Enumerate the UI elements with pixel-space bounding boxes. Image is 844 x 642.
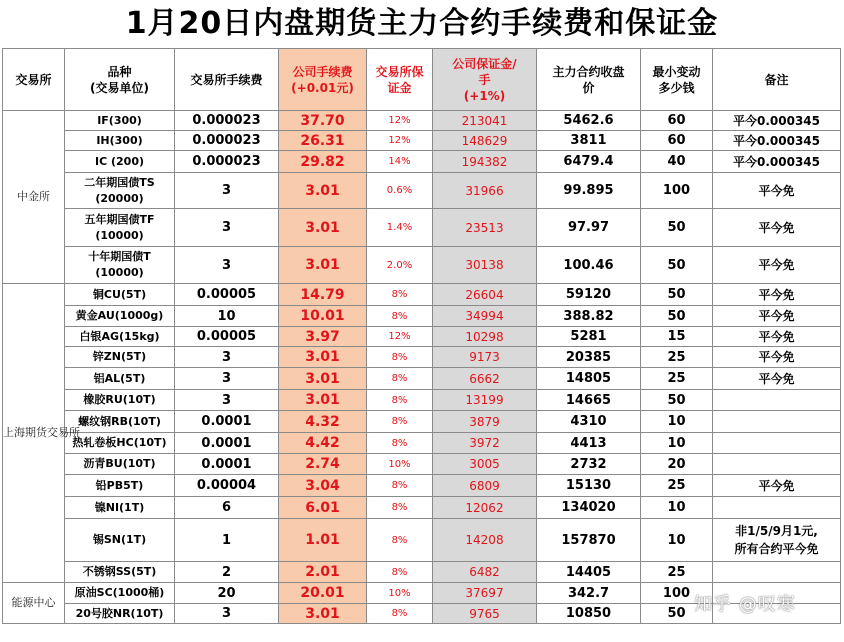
company-fee-cell: 14.79 [279,284,367,306]
exchange-fee-cell: 20 [175,583,279,604]
note-cell: 平今0.000345 [713,151,841,173]
table-row [3,306,841,327]
close-price-cell: 59120 [537,284,641,306]
table-row [3,604,841,624]
note-cell [713,433,841,454]
header-company-margin: 公司保证金/ 手 (+1%) [433,49,537,111]
close-price-cell: 10850 [537,604,641,624]
company-margin-cell: 6662 [433,368,537,390]
exchange-fee-cell: 6 [175,497,279,519]
tick-value-cell: 60 [641,131,713,151]
exchange-margin-cell: 8% [367,306,433,327]
exchange-margin-cell: 8% [367,347,433,368]
header-product: 品种 (交易单位) [65,49,175,111]
product-cell: 螺纹钢RB(10T) [65,411,175,433]
company-fee-cell: 37.70 [279,111,367,131]
exchange-cell: 中金所 [3,111,65,284]
company-fee-cell: 2.74 [279,454,367,475]
exchange-margin-cell: 10% [367,454,433,475]
exchange-fee-cell: 0.0001 [175,411,279,433]
exchange-fee-cell: 0.00005 [175,327,279,347]
fee-margin-table [2,48,841,624]
close-price-cell: 2732 [537,454,641,475]
close-price-cell: 14805 [537,368,641,390]
note-cell: 平今免 [713,209,841,247]
company-margin-cell: 3005 [433,454,537,475]
exchange-margin-cell: 8% [367,475,433,497]
tick-value-cell: 10 [641,411,713,433]
company-fee-cell: 4.32 [279,411,367,433]
company-fee-cell: 4.42 [279,433,367,454]
exchange-fee-cell: 0.0001 [175,454,279,475]
company-fee-cell: 3.01 [279,368,367,390]
header-exchange-margin: 交易所保 证金 [367,49,433,111]
company-margin-cell: 26604 [433,284,537,306]
tick-value-cell: 50 [641,247,713,284]
tick-value-cell: 50 [641,284,713,306]
product-cell: 20号胶NR(10T) [65,604,175,624]
product-cell: IC (200) [65,151,175,173]
exchange-fee-cell: 0.000023 [175,111,279,131]
tick-value-cell: 50 [641,604,713,624]
note-cell: 非1/5/9月1元, 所有合约平今免 [713,519,841,562]
exchange-fee-cell: 1 [175,519,279,562]
exchange-fee-cell: 3 [175,209,279,247]
exchange-margin-cell: 2.0% [367,247,433,284]
exchange-fee-cell: 3 [175,604,279,624]
tick-value-cell: 50 [641,306,713,327]
table-row [3,519,841,562]
product-cell: 黄金AU(1000g) [65,306,175,327]
exchange-margin-cell: 12% [367,131,433,151]
close-price-cell: 5462.6 [537,111,641,131]
tick-value-cell: 25 [641,368,713,390]
table-row [3,497,841,519]
exchange-fee-cell: 3 [175,390,279,411]
tick-value-cell: 50 [641,390,713,411]
company-fee-cell: 2.01 [279,562,367,583]
exchange-margin-cell: 12% [367,111,433,131]
close-price-cell: 134020 [537,497,641,519]
header-company-fee: 公司手续费 (+0.01元) [279,49,367,111]
product-cell: 镍NI(1T) [65,497,175,519]
table-row [3,131,841,151]
product-cell: 二年期国债TS (20000) [65,173,175,209]
close-price-cell: 97.97 [537,209,641,247]
table-body [3,111,841,624]
exchange-fee-cell: 0.000023 [175,131,279,151]
table-row [3,327,841,347]
table-row [3,368,841,390]
exchange-fee-cell: 3 [175,347,279,368]
company-fee-cell: 26.31 [279,131,367,151]
note-cell [713,604,841,624]
exchange-fee-cell: 3 [175,368,279,390]
exchange-fee-cell: 0.00005 [175,284,279,306]
company-margin-cell: 213041 [433,111,537,131]
note-cell: 平今免 [713,173,841,209]
note-cell: 平今免 [713,284,841,306]
note-cell [713,583,841,604]
exchange-margin-cell: 8% [367,497,433,519]
exchange-margin-cell: 8% [367,368,433,390]
header-exchange-fee: 交易所手续费 [175,49,279,111]
company-margin-cell: 13199 [433,390,537,411]
company-margin-cell: 14208 [433,519,537,562]
company-margin-cell: 34994 [433,306,537,327]
note-cell: 平今免 [713,368,841,390]
company-margin-cell: 31966 [433,173,537,209]
table-row [3,173,841,209]
close-price-cell: 4310 [537,411,641,433]
company-margin-cell: 12062 [433,497,537,519]
note-cell: 平今免 [713,327,841,347]
company-margin-cell: 9765 [433,604,537,624]
product-cell: 锌ZN(5T) [65,347,175,368]
product-cell: 铜CU(5T) [65,284,175,306]
note-cell [713,497,841,519]
note-cell: 平今0.000345 [713,111,841,131]
table-row [3,209,841,247]
exchange-margin-cell: 8% [367,433,433,454]
company-margin-cell: 23513 [433,209,537,247]
company-fee-cell: 3.04 [279,475,367,497]
close-price-cell: 5281 [537,327,641,347]
company-fee-cell: 20.01 [279,583,367,604]
close-price-cell: 6479.4 [537,151,641,173]
table-row [3,454,841,475]
header-note: 备注 [713,49,841,111]
company-margin-cell: 194382 [433,151,537,173]
tick-value-cell: 10 [641,519,713,562]
company-margin-cell: 37697 [433,583,537,604]
exchange-margin-cell: 0.6% [367,173,433,209]
note-cell: 平今免 [713,247,841,284]
product-cell: 橡胶RU(10T) [65,390,175,411]
company-fee-cell: 1.01 [279,519,367,562]
table-row [3,583,841,604]
tick-value-cell: 10 [641,497,713,519]
company-fee-cell: 6.01 [279,497,367,519]
product-cell: IH(300) [65,131,175,151]
exchange-fee-cell: 10 [175,306,279,327]
table-row [3,390,841,411]
product-cell: 白银AG(15kg) [65,327,175,347]
exchange-margin-cell: 8% [367,604,433,624]
exchange-fee-cell: 0.0001 [175,433,279,454]
close-price-cell: 388.82 [537,306,641,327]
exchange-margin-cell: 8% [367,284,433,306]
company-fee-cell: 10.01 [279,306,367,327]
table-row [3,151,841,173]
note-cell [713,411,841,433]
company-margin-cell: 10298 [433,327,537,347]
company-margin-cell: 148629 [433,131,537,151]
company-fee-cell: 3.97 [279,327,367,347]
exchange-margin-cell: 8% [367,390,433,411]
company-fee-cell: 3.01 [279,247,367,284]
watermark: 知乎 @叹寒 [694,594,796,615]
exchange-margin-cell: 8% [367,519,433,562]
tick-value-cell: 10 [641,433,713,454]
close-price-cell: 157870 [537,519,641,562]
exchange-margin-cell: 12% [367,327,433,347]
page-title: 1月20日内盘期货主力合约手续费和保证金 [125,6,719,41]
note-cell: 平今0.000345 [713,131,841,151]
exchange-fee-cell: 2 [175,562,279,583]
note-cell [713,562,841,583]
exchange-cell: 上海期货交易所 [3,284,65,583]
product-cell: IF(300) [65,111,175,131]
company-fee-cell: 3.01 [279,604,367,624]
company-margin-cell: 30138 [433,247,537,284]
close-price-cell: 14405 [537,562,641,583]
table-row [3,411,841,433]
product-cell: 热轧卷板HC(10T) [65,433,175,454]
exchange-margin-cell: 10% [367,583,433,604]
company-margin-cell: 3879 [433,411,537,433]
company-margin-cell: 9173 [433,347,537,368]
tick-value-cell: 100 [641,583,713,604]
close-price-cell: 99.895 [537,173,641,209]
company-fee-cell: 3.01 [279,390,367,411]
company-fee-cell: 3.01 [279,209,367,247]
table-row [3,247,841,284]
note-cell: 平今免 [713,475,841,497]
company-fee-cell: 3.01 [279,173,367,209]
header-exchange: 交易所 [3,49,65,111]
header-close-price: 主力合约收盘 价 [537,49,641,111]
close-price-cell: 15130 [537,475,641,497]
table-row [3,284,841,306]
product-cell: 五年期国债TF (10000) [65,209,175,247]
tick-value-cell: 25 [641,562,713,583]
exchange-fee-cell: 0.00004 [175,475,279,497]
tick-value-cell: 15 [641,327,713,347]
tick-value-cell: 25 [641,347,713,368]
company-fee-cell: 29.82 [279,151,367,173]
product-cell: 铝AL(5T) [65,368,175,390]
header-row [3,49,841,111]
tick-value-cell: 100 [641,173,713,209]
note-cell [713,390,841,411]
close-price-cell: 100.46 [537,247,641,284]
exchange-cell: 能源中心 [3,583,65,624]
close-price-cell: 4413 [537,433,641,454]
exchange-margin-cell: 8% [367,562,433,583]
tick-value-cell: 20 [641,454,713,475]
table-row [3,433,841,454]
close-price-cell: 20385 [537,347,641,368]
product-cell: 铅PB5T) [65,475,175,497]
exchange-margin-cell: 14% [367,151,433,173]
tick-value-cell: 50 [641,209,713,247]
table-row [3,111,841,131]
exchange-fee-cell: 3 [175,173,279,209]
exchange-fee-cell: 0.000023 [175,151,279,173]
company-margin-cell: 6482 [433,562,537,583]
tick-value-cell: 60 [641,111,713,131]
company-fee-cell: 3.01 [279,347,367,368]
company-margin-cell: 3972 [433,433,537,454]
exchange-margin-cell: 1.4% [367,209,433,247]
product-cell: 锡SN(1T) [65,519,175,562]
table-row [3,475,841,497]
product-cell: 十年期国债T (10000) [65,247,175,284]
exchange-fee-cell: 3 [175,247,279,284]
note-cell [713,454,841,475]
tick-value-cell: 40 [641,151,713,173]
product-cell: 沥青BU(10T) [65,454,175,475]
company-margin-cell: 6809 [433,475,537,497]
note-cell: 平今免 [713,347,841,368]
exchange-margin-cell: 8% [367,411,433,433]
tick-value-cell: 25 [641,475,713,497]
table-row [3,347,841,368]
close-price-cell: 3811 [537,131,641,151]
close-price-cell: 14665 [537,390,641,411]
product-cell: 原油SC(1000桶) [65,583,175,604]
product-cell: 不锈钢SS(5T) [65,562,175,583]
header-tick-value: 最小变动 多少钱 [641,49,713,111]
note-cell: 平今免 [713,306,841,327]
table-row [3,562,841,583]
close-price-cell: 342.7 [537,583,641,604]
